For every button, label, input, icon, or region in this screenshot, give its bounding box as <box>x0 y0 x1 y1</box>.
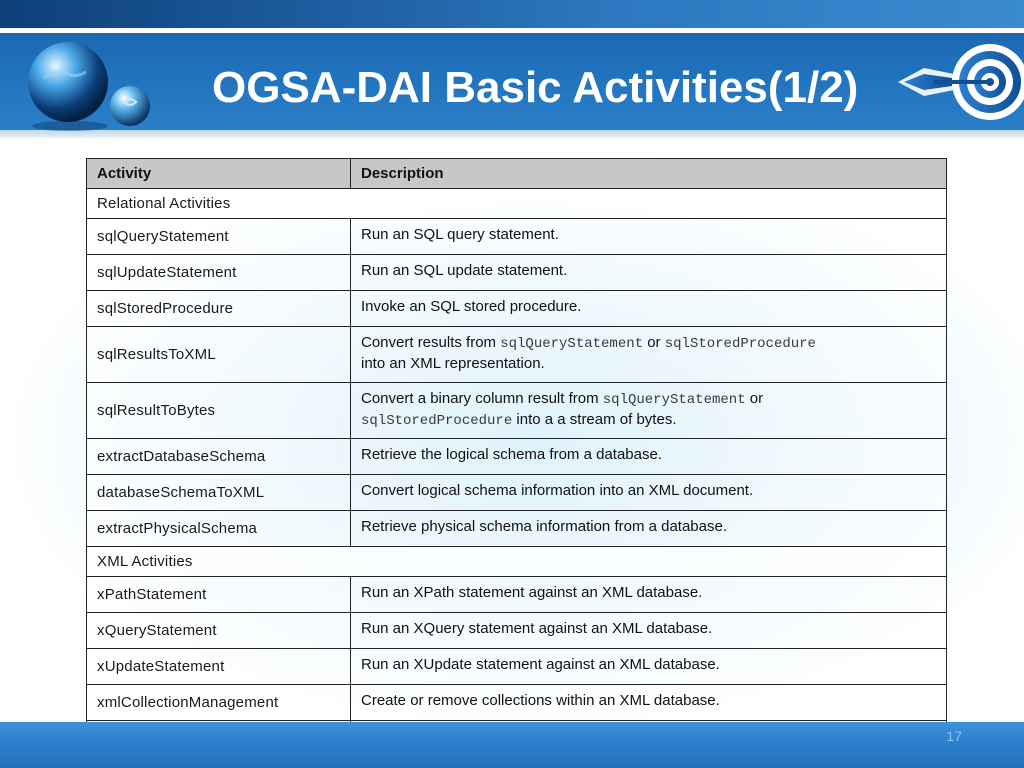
table-row <box>87 255 947 291</box>
description-text: into an XML representation. <box>361 355 545 372</box>
activity-description: Invoke an SQL stored procedure. <box>351 291 947 327</box>
table-row <box>87 219 947 255</box>
table-row <box>87 613 947 649</box>
description-text: or <box>745 390 764 407</box>
table-row <box>87 511 947 547</box>
activity-description: Run an XPath statement against an XML database. <box>351 577 947 613</box>
activity-name: extractDatabaseSchema <box>87 439 351 475</box>
activity-name: sqlUpdateStatement <box>87 255 351 291</box>
activity-reference: sqlStoredProcedure <box>361 413 513 429</box>
activity-description: Retrieve the logical schema from a database. <box>351 439 947 475</box>
activity-name: sqlResultsToXML <box>87 327 351 383</box>
section-row-relational <box>87 189 947 219</box>
table-row <box>87 577 947 613</box>
table-row <box>87 475 947 511</box>
header-top-band <box>0 0 1024 30</box>
activity-name: extractPhysicalSchema <box>87 511 351 547</box>
activity-name: xmlCollectionManagement <box>87 685 351 721</box>
activity-name: sqlQueryStatement <box>87 219 351 255</box>
section-row-xml <box>87 547 947 577</box>
slide-title: OGSA-DAI Basic Activities(1/2) <box>212 63 859 112</box>
target-arrow-icon <box>894 38 1024 126</box>
activity-reference: sqlStoredProcedure <box>664 336 816 352</box>
header-separator <box>0 28 1024 33</box>
slide-footer <box>0 722 1024 768</box>
table-row <box>87 439 947 475</box>
column-header-description: Description <box>351 159 947 189</box>
section-label: XML Activities <box>87 547 947 577</box>
table-row <box>87 327 947 383</box>
description-text: Convert results from <box>361 334 501 351</box>
activity-description: Run an SQL update statement. <box>351 255 947 291</box>
table-row <box>87 649 947 685</box>
column-header-activity: Activity <box>87 159 351 189</box>
activity-name: sqlStoredProcedure <box>87 291 351 327</box>
activity-description: Run an XUpdate statement against an XML database. <box>351 649 947 685</box>
description-text: Convert a binary column result from <box>361 390 603 407</box>
activity-description: Run an SQL query statement. <box>351 219 947 255</box>
activity-reference: sqlQueryStatement <box>602 392 746 408</box>
description-text: into a a stream of bytes. <box>512 411 677 428</box>
activity-description: Retrieve physical schema information from a database. <box>351 511 947 547</box>
table-row <box>87 291 947 327</box>
activity-description <box>351 383 947 439</box>
section-label: Relational Activities <box>87 189 947 219</box>
table-row <box>87 383 947 439</box>
activity-description: Create or remove collections within an XML database. <box>351 685 947 721</box>
table-header-row <box>87 159 947 189</box>
activity-name: xPathStatement <box>87 577 351 613</box>
activities-table <box>86 158 947 757</box>
table-row <box>87 685 947 721</box>
globe-logo-icon <box>24 40 156 132</box>
activity-description <box>351 327 947 383</box>
activity-name: databaseSchemaToXML <box>87 475 351 511</box>
activity-reference: sqlQueryStatement <box>500 336 644 352</box>
description-text: or <box>643 334 665 351</box>
activity-name: sqlResultToBytes <box>87 383 351 439</box>
activity-description: Run an XQuery statement against an XML database. <box>351 613 947 649</box>
page-number: 17 <box>946 728 962 744</box>
activity-description: Convert logical schema information into an XML document. <box>351 475 947 511</box>
activity-name: xUpdateStatement <box>87 649 351 685</box>
activity-name: xQueryStatement <box>87 613 351 649</box>
